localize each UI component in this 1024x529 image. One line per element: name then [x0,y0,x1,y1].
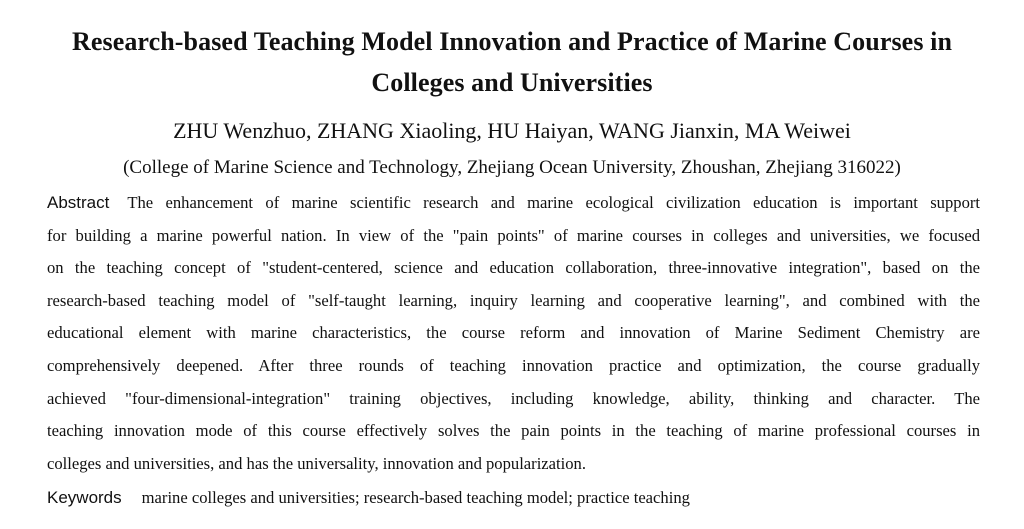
abstract-line: for building a marine powerful nation. In view of the "pain points" of marine courses in colleges and universities, we focused [47,225,980,245]
affiliation: (College of Marine Science and Technology, Zhejiang Ocean University, Zhoushan, Zhejiang 316022) [123,157,901,178]
abstract-line: educational element with marine characteristics, the course reform and innovation of Marine Sediment Chemistry are [47,323,980,343]
abstract-line: colleges and universities, and has the universality, innovation and popularization. [47,453,587,473]
keywords [47,482,980,514]
abstract-label: Abstract [47,193,110,212]
abstract-line: achieved "four-dimensional-integration" training objectives, including knowledge, ability, thinking and character. The [47,388,980,408]
author-list: ZHU Wenzhuo, ZHANG Xiaoling, HU Haiyan, WANG Jianxin, MA Weiwei [173,118,851,143]
abstract [47,187,980,480]
paper-title-line-1: Research-based Teaching Model Innovation and Practice of Marine Courses in [71,27,953,56]
abstract-line: comprehensively deepened. After three rounds of teaching innovation practice and optimization, the course gradually [47,355,980,375]
keywords-label: Keywords [47,488,122,507]
abstract-line: on the teaching concept of "student-centered, science and education collaboration, three-innovative integration", based on the [47,258,980,278]
abstract-line [47,187,980,220]
paper-title-line-2: Colleges and Universities [371,68,653,97]
abstract-line: research-based teaching model of "self-taught learning, inquiry learning and cooperative learning", and combined with the [47,290,980,310]
abstract-line: teaching innovation mode of this course effectively solves the pain points in the teaching of marine professional courses in [47,421,980,441]
abstract-text: The enhancement of marine scientific research and marine ecological civilization education is important support [127,193,980,212]
keywords-text: marine colleges and universities; research-based teaching model; practice teaching [141,488,690,507]
